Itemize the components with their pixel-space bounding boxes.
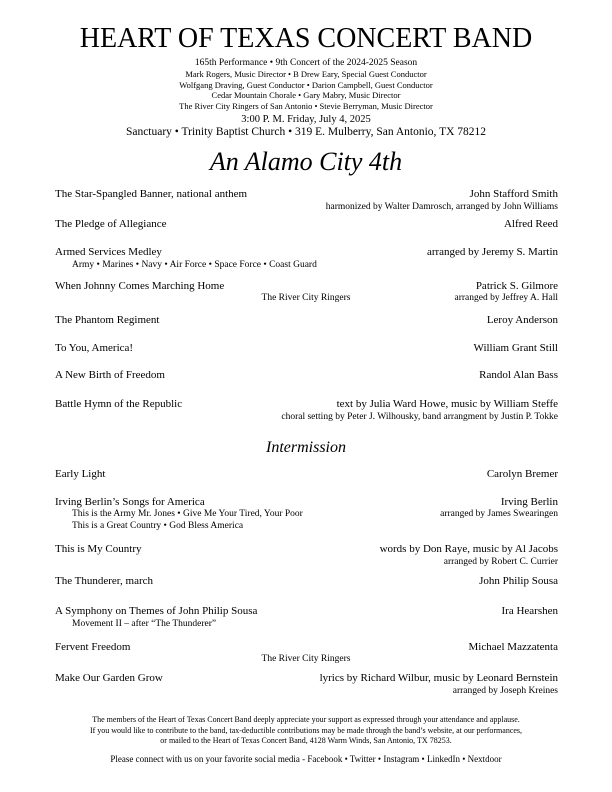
program-composer: lyrics by Richard Wilbur, music by Leonard Bernstein — [319, 672, 558, 684]
concert-venue: Sanctuary • Trinity Baptist Church • 319 E. Mulberry, San Antonio, TX 78212 — [125, 125, 487, 138]
program-title: The Pledge of Allegiance — [55, 218, 167, 230]
program-composer: Ira Hearshen — [501, 605, 558, 617]
program-composer: John Stafford Smith — [469, 188, 558, 200]
credit-line: Mark Rogers, Music Director • B Drew Eary, Special Guest Conductor — [185, 69, 427, 79]
program-composer: Leroy Anderson — [486, 314, 558, 326]
program-arranger: arranged by James Swearingen — [440, 509, 558, 519]
program-title: When Johnny Comes Marching Home — [55, 280, 225, 292]
program-arranger: choral setting by Peter J. Wilhousky, band arrangment by Justin P. Tokke — [281, 412, 558, 422]
program-composer: arranged by Jeremy S. Martin — [426, 246, 558, 258]
social-media-line: Please connect with us on your favorite social media - Facebook • Twitter • Instagram • LinkedIn • Nextdoor — [110, 754, 502, 764]
program-title: The Thunderer, march — [55, 575, 154, 587]
program-title: This is My Country — [55, 543, 142, 555]
program-detail: This is the Army Mr. Jones • Give Me Your Tired, Your Poor — [72, 509, 303, 519]
program-title: Make Our Garden Grow — [55, 672, 163, 684]
program-performer: The River City Ringers — [261, 293, 351, 303]
program-title: Fervent Freedom — [55, 641, 131, 653]
program-title: To You, America! — [55, 342, 134, 354]
program-title: Early Light — [55, 468, 106, 480]
program-composer: Patrick S. Gilmore — [475, 280, 558, 292]
concert-title: An Alamo City 4th — [209, 147, 403, 176]
program-title: A Symphony on Themes of John Philip Sousa — [55, 605, 258, 617]
program-composer: Michael Mazzatenta — [468, 641, 558, 653]
program-title: The Star-Spangled Banner, national anthem — [55, 188, 248, 200]
program-arranger: arranged by Jeffrey A. Hall — [454, 293, 558, 303]
program-title: The Phantom Regiment — [55, 314, 160, 326]
program-composer: John Philip Sousa — [479, 575, 558, 587]
credit-line: Cedar Mountain Chorale • Gary Mabry, Music Director — [211, 90, 401, 100]
program-composer: words by Don Raye, music by Al Jacobs — [379, 543, 558, 555]
program-composer: Irving Berlin — [500, 496, 558, 508]
program-title: A New Birth of Freedom — [55, 369, 165, 381]
credit-line: The River City Ringers of San Antonio • Stevie Berryman, Music Director — [179, 100, 433, 111]
intermission-heading: Intermission — [266, 439, 346, 456]
program-arranger: arranged by Robert C. Currier — [443, 557, 558, 567]
footer-note: If you would like to contribute to the band, tax-deductible contributions may be made through the band’s website, at our performances, — [89, 725, 523, 735]
program-performer: The River City Ringers — [261, 654, 351, 664]
footer-note: The members of the Heart of Texas Concert Band deeply appreciate your support as expressed through your attendance and applause. — [92, 715, 520, 724]
credit-line: Wolfgang Draving, Guest Conductor • Darion Campbell, Guest Conductor — [179, 79, 433, 90]
program-detail: Movement II – after “The Thunderer” — [72, 619, 217, 629]
footer-note: or mailed to the Heart of Texas Concert Band, 4128 Warm Winds, San Antonio, TX 78253. — [160, 736, 452, 745]
performance-info: 165th Performance • 9th Concert of the 2024-2025 Season — [194, 58, 418, 68]
program-title: Irving Berlin’s Songs for America — [55, 496, 205, 508]
program-composer: William Grant Still — [473, 342, 558, 354]
program-arranger: arranged by Joseph Kreines — [452, 686, 558, 696]
program-composer: text by Julia Ward Howe, music by William Steffe — [336, 398, 558, 410]
program-composer: Randol Alan Bass — [479, 369, 558, 381]
program-detail: Army • Marines • Navy • Air Force • Space Force • Coast Guard — [72, 260, 317, 270]
program-title: Battle Hymn of the Republic — [55, 398, 183, 410]
program-composer: Alfred Reed — [503, 218, 558, 230]
band-name: HEART OF TEXAS CONCERT BAND — [79, 23, 533, 54]
concert-datetime: 3:00 P. M. Friday, July 4, 2025 — [241, 114, 371, 125]
program-title: Armed Services Medley — [55, 246, 162, 258]
program-composer: Carolyn Bremer — [486, 468, 558, 480]
program-arranger: harmonized by Walter Damrosch, arranged by John Williams — [325, 202, 558, 212]
program-detail: This is a Great Country • God Bless America — [72, 521, 244, 531]
